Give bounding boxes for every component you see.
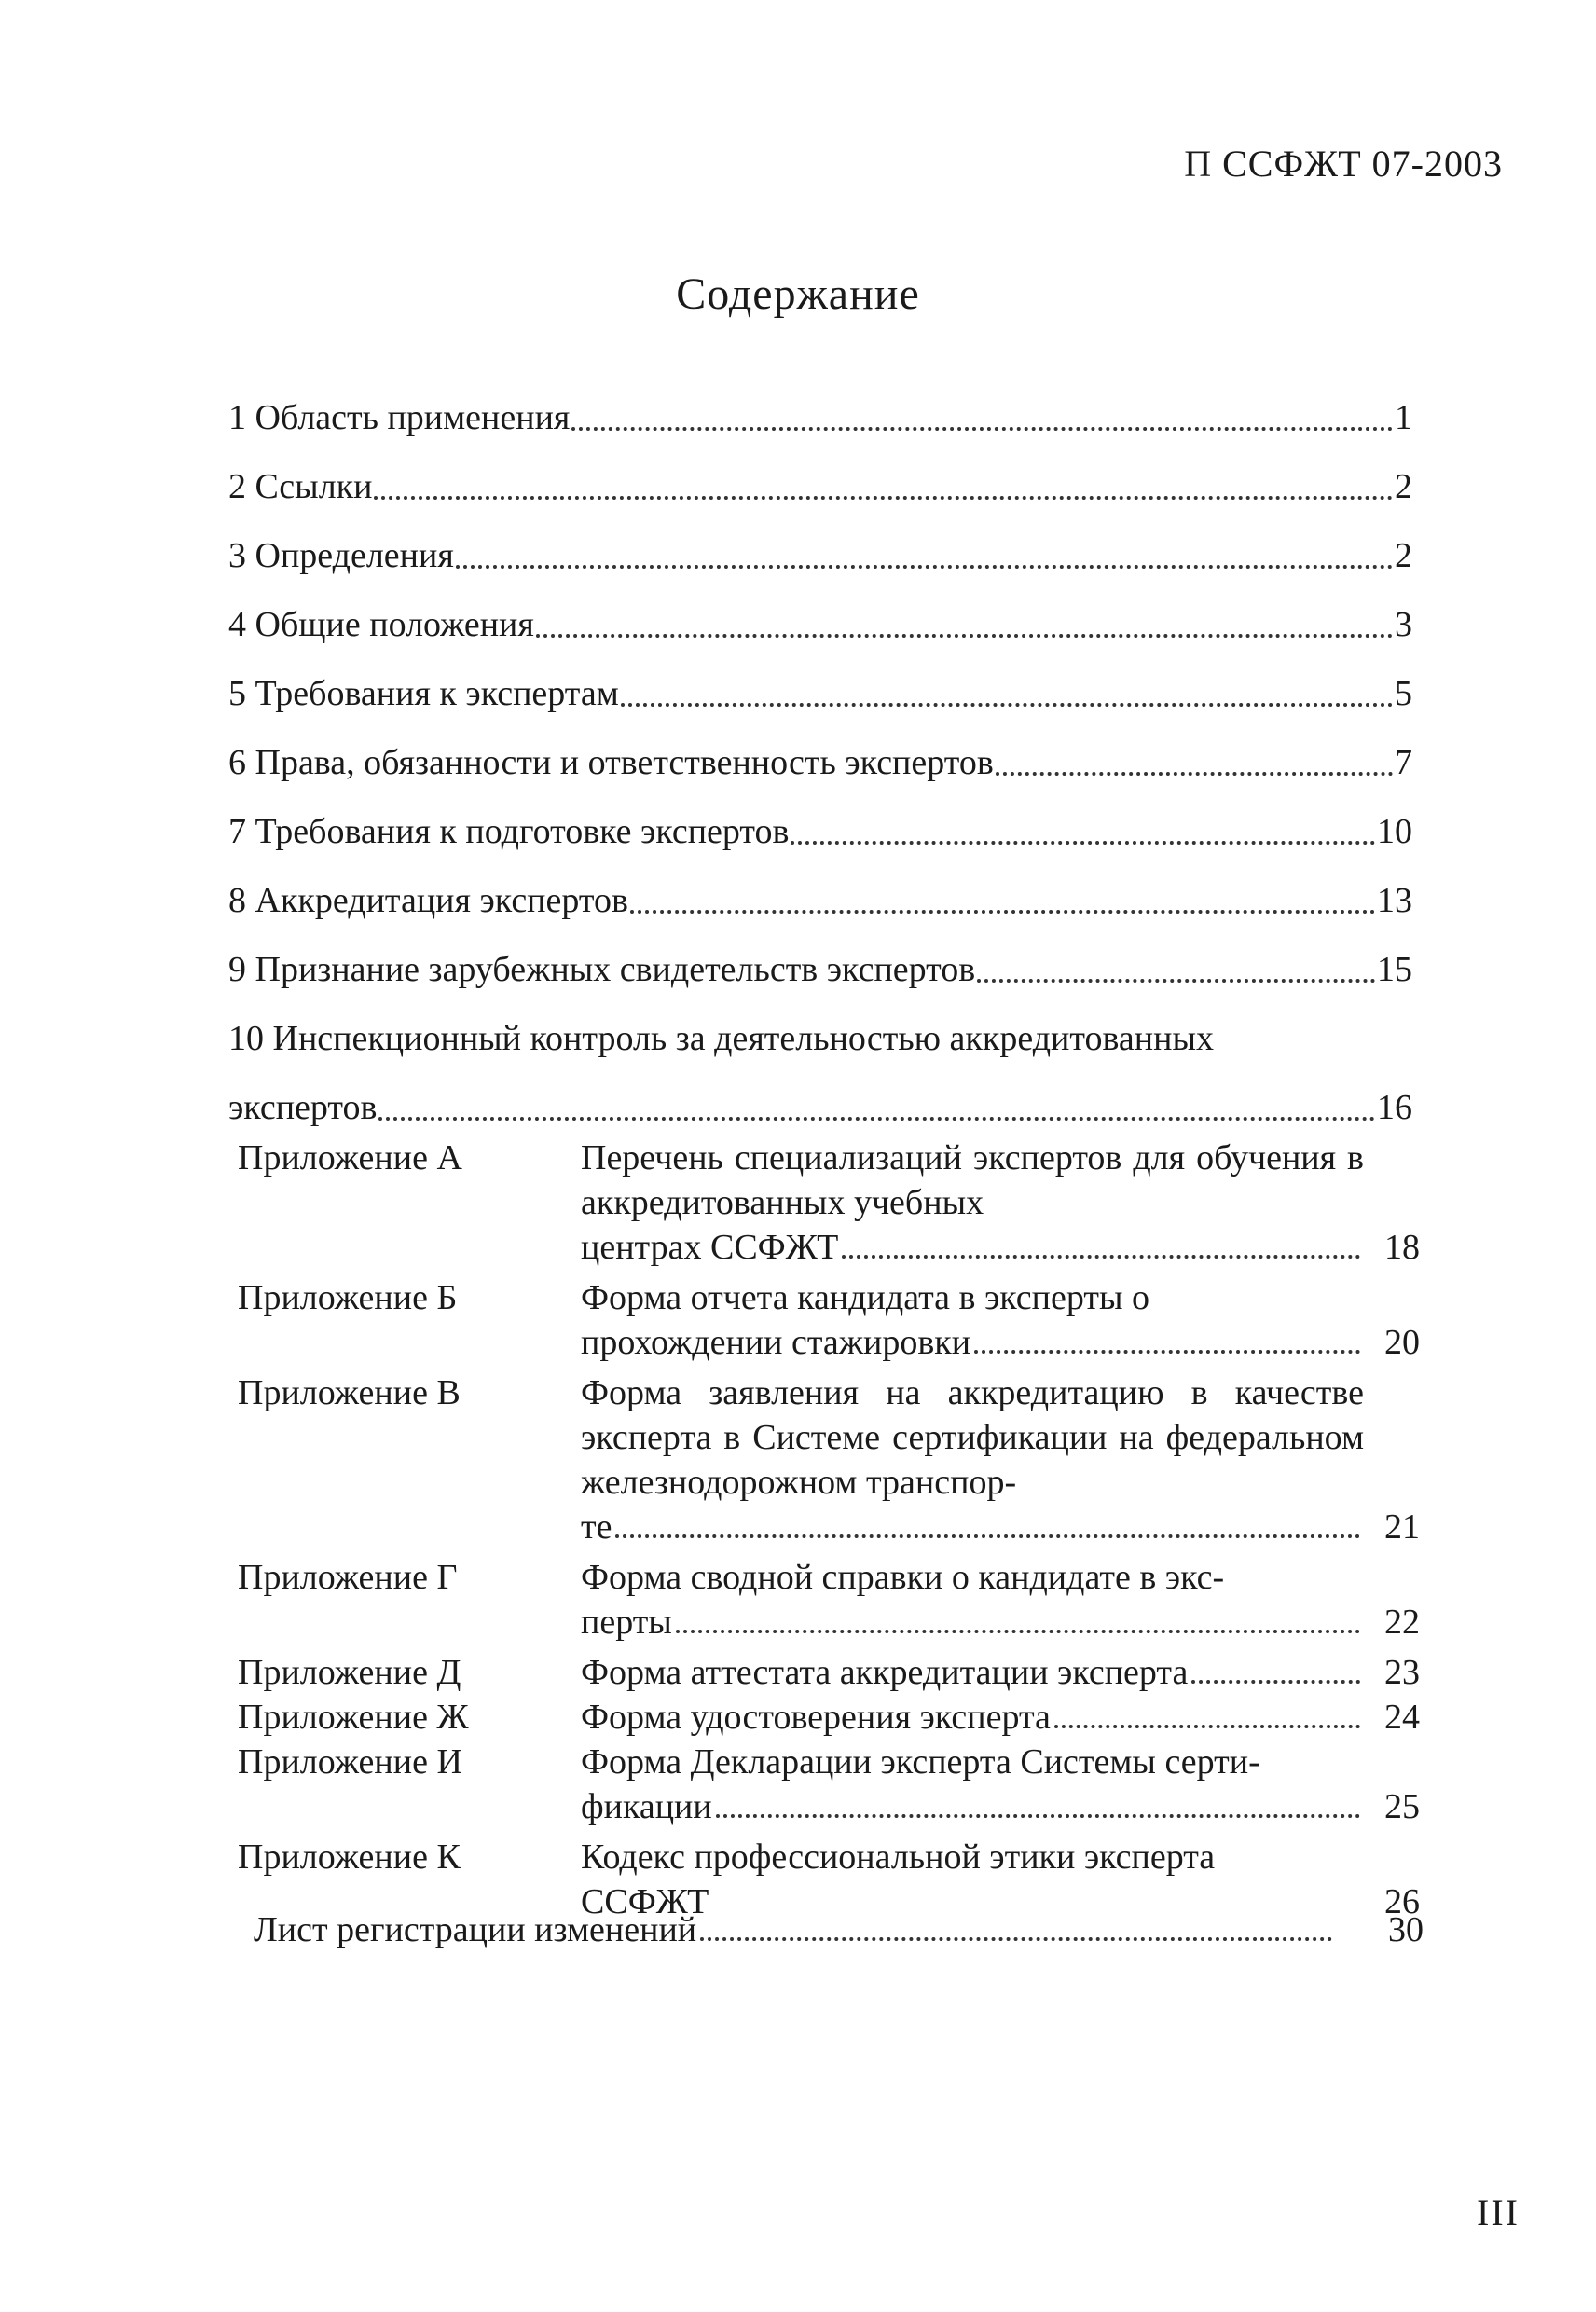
appendix-page: 26 [1384, 1882, 1420, 1921]
leader-dots [1054, 1712, 1360, 1728]
appendix-title-text: Кодекс профессиональной этики эксперта [581, 1837, 1216, 1877]
appendix-title-lastline [581, 1225, 1364, 1270]
toc-entry [228, 718, 1412, 787]
appendix-title-lastline [581, 1600, 1364, 1645]
toc-entry [228, 442, 1412, 511]
appendix-entry [228, 1370, 1431, 1549]
appendix-page: 25 [1384, 1787, 1420, 1826]
leader-dots [374, 483, 1393, 500]
toc-entry-page: 15 [1377, 950, 1412, 989]
appendix-entry [228, 1650, 1431, 1695]
leader-dots [456, 552, 1393, 569]
toc-entry [228, 925, 1412, 994]
appendix-title-tail: прохождении стажировки [581, 1323, 971, 1362]
appendix-title [581, 1740, 1364, 1829]
appendix-label: Приложение Д [238, 1653, 461, 1692]
toc-entry-page: 2 [1395, 536, 1412, 575]
leader-dots [996, 759, 1393, 776]
toc-entry [228, 580, 1412, 649]
toc-entry [228, 373, 1412, 442]
toc-entry-page: 16 [1377, 1088, 1412, 1127]
toc-entry-label: 2 Ссылки [228, 467, 373, 506]
appendix-list [228, 1135, 1431, 1924]
toc-entry-label: экспертов [228, 1088, 378, 1127]
toc-entry-label: 3 Определения [228, 536, 454, 575]
appendix-title-text: Форма Декларации эксперта Системы серти- [581, 1742, 1260, 1782]
document-code: П ССФЖТ 07-2003 [1184, 143, 1503, 185]
toc-entry [228, 649, 1412, 718]
appendix-entry [228, 1695, 1431, 1740]
appendix-label: Приложение Г [238, 1558, 458, 1597]
appendix-title [581, 1135, 1364, 1270]
toc-entry-label: 4 Общие положения [228, 605, 534, 644]
appendix-title [581, 1555, 1364, 1645]
leader-dots [1191, 1667, 1360, 1684]
registration-page: 30 [1388, 1910, 1424, 1949]
leader-dots [676, 1617, 1360, 1633]
appendix-title-text: Форма заявления на аккредитацию в качестве эксперта в Системе сертификации на федеральном железнодорожном транспор- [581, 1373, 1364, 1502]
leader-dots [974, 1337, 1360, 1354]
appendix-label: Приложение А [238, 1138, 462, 1177]
toc-entry-page: 13 [1377, 881, 1412, 920]
leader-dots [615, 1521, 1360, 1538]
appendix-label: Приложение В [238, 1373, 461, 1412]
appendix-title-lastline [581, 1650, 1364, 1695]
appendix-page: 22 [1384, 1603, 1420, 1642]
appendix-entry [228, 1275, 1431, 1365]
appendix-title-tail: те [581, 1507, 612, 1547]
toc-entry-page: 5 [1395, 674, 1412, 713]
appendix-title-text: Форма сводной справки о кандидате в экс- [581, 1558, 1225, 1597]
toc-entry-label: 6 Права, обязанности и ответственность экспертов [228, 743, 994, 782]
toc-entry [228, 1063, 1412, 1132]
appendix-title-lastline [581, 1784, 1364, 1829]
appendix-entry [228, 1555, 1431, 1645]
leader-dots [630, 897, 1375, 914]
appendix-title-tail: Форма удостоверения эксперта [581, 1698, 1051, 1737]
appendix-page: 24 [1384, 1698, 1420, 1737]
leader-dots [378, 1104, 1375, 1121]
toc-entry-label: 8 Аккредитация экспертов [228, 881, 628, 920]
appendix-title-tail: перты [581, 1603, 672, 1642]
toc-entry-label: 1 Область применения [228, 398, 571, 437]
leader-dots [716, 1801, 1360, 1818]
leader-dots [842, 1242, 1360, 1259]
appendix-title-tail: фикации [581, 1787, 712, 1826]
page-number: III [1477, 2192, 1520, 2234]
leader-dots [700, 1924, 1332, 1941]
appendix-title [581, 1695, 1364, 1740]
toc-entry-page: 3 [1395, 605, 1412, 644]
toc-title: Содержание [676, 269, 920, 319]
toc-entry [228, 856, 1412, 925]
appendix-title-tail: Форма аттестата аккредитации эксперта [581, 1653, 1189, 1692]
appendix-label: Приложение Б [238, 1278, 458, 1317]
leader-dots [571, 414, 1393, 431]
appendix-page: 20 [1384, 1323, 1420, 1362]
toc-entry-label: 9 Признание зарубежных свидетельств экспертов [228, 950, 976, 989]
appendix-title-tail: центрах ССФЖТ [581, 1228, 839, 1267]
toc-section-list [228, 373, 1412, 1132]
appendix-label: Приложение И [238, 1742, 462, 1782]
toc-entry [228, 787, 1412, 856]
appendix-page: 18 [1384, 1228, 1420, 1267]
appendix-title [581, 1275, 1364, 1365]
appendix-title-lastline [581, 1505, 1364, 1549]
appendix-title-tail: ССФЖТ [581, 1882, 709, 1921]
appendix-label: Приложение Ж [238, 1698, 469, 1737]
appendix-title-text: Перечень специализаций экспертов для обучения в аккредитованных учебных [581, 1138, 1364, 1222]
appendix-title-lastline [581, 1320, 1364, 1365]
appendix-title-text: Форма отчета кандидата в эксперты о [581, 1278, 1150, 1317]
leader-dots [536, 621, 1393, 638]
appendix-entry [228, 1135, 1431, 1270]
leader-dots [791, 828, 1375, 845]
registration-sheet-entry [254, 1907, 1424, 1952]
toc-entry-page: 10 [1377, 812, 1412, 851]
appendix-title [581, 1650, 1364, 1695]
leader-dots [621, 690, 1393, 707]
appendix-page: 23 [1384, 1653, 1420, 1692]
toc-entry-label: 10 Инспекционный контроль за деятельностью аккредитованных [228, 1019, 1214, 1058]
leader-dots [977, 966, 1375, 983]
toc-entry [228, 994, 1412, 1063]
appendix-title-lastline [581, 1695, 1364, 1740]
appendix-entry [228, 1740, 1431, 1829]
toc-entry-label: 7 Требования к подготовке экспертов [228, 812, 790, 851]
appendix-title [581, 1370, 1364, 1549]
toc-entry-label: 5 Требования к экспертам [228, 674, 619, 713]
registration-label: Лист регистрации изменений [254, 1910, 697, 1949]
toc-entry [228, 511, 1412, 580]
toc-entry-page: 7 [1395, 743, 1412, 782]
appendix-page: 21 [1384, 1507, 1420, 1547]
appendix-label: Приложение К [238, 1837, 461, 1877]
toc-entry-page: 1 [1395, 398, 1412, 437]
toc-entry-page: 2 [1395, 467, 1412, 506]
